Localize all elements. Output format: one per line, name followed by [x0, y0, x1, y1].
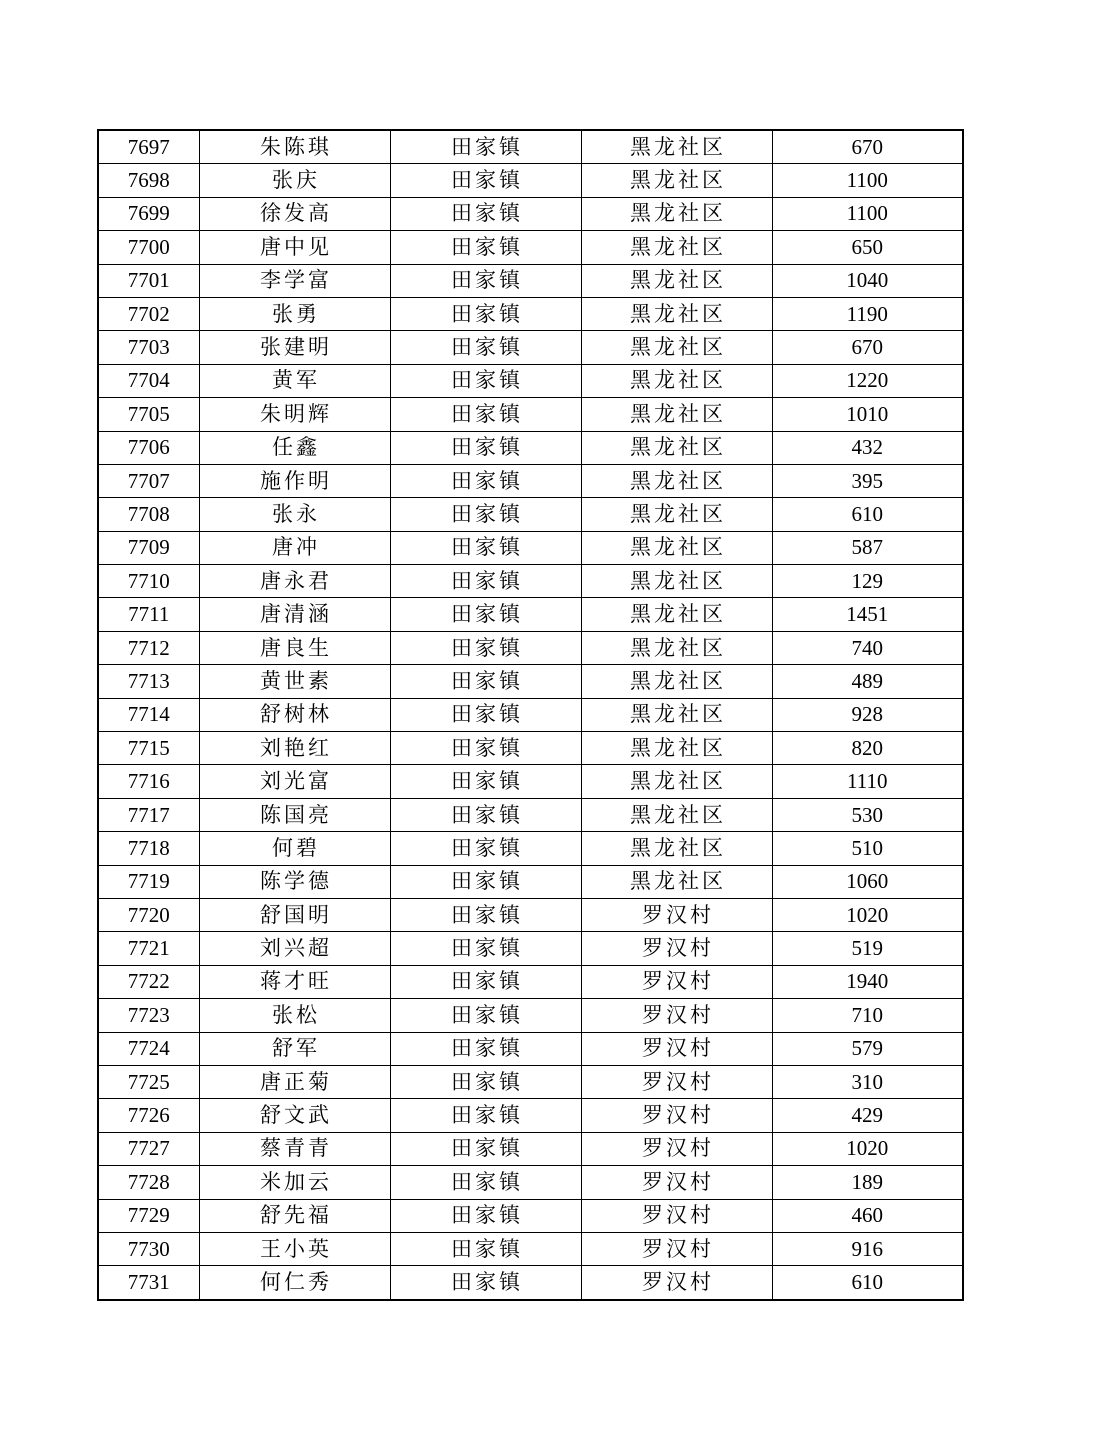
town-cell: 田家镇 — [390, 331, 581, 364]
amount-cell: 429 — [772, 1099, 963, 1132]
town-cell: 田家镇 — [390, 999, 581, 1032]
person-name-cell: 李学富 — [199, 264, 390, 297]
village-cell: 黑龙社区 — [581, 197, 772, 230]
person-name-cell: 米加云 — [199, 1166, 390, 1199]
record-id-cell: 7718 — [98, 832, 199, 865]
person-name-cell: 唐正菊 — [199, 1065, 390, 1098]
record-id-cell: 7713 — [98, 665, 199, 698]
amount-cell: 670 — [772, 331, 963, 364]
records-table — [97, 129, 964, 1301]
table-row — [98, 364, 963, 397]
records-table-body — [98, 130, 963, 1300]
village-cell: 黑龙社区 — [581, 665, 772, 698]
town-cell: 田家镇 — [390, 732, 581, 765]
village-cell: 黑龙社区 — [581, 865, 772, 898]
amount-cell: 1220 — [772, 364, 963, 397]
table-row — [98, 1232, 963, 1265]
village-cell: 黑龙社区 — [581, 297, 772, 330]
record-id-cell: 7731 — [98, 1266, 199, 1300]
record-id-cell: 7702 — [98, 297, 199, 330]
town-cell: 田家镇 — [390, 1032, 581, 1065]
person-name-cell: 施作明 — [199, 464, 390, 497]
town-cell: 田家镇 — [390, 1266, 581, 1300]
table-row — [98, 765, 963, 798]
person-name-cell: 刘光富 — [199, 765, 390, 798]
table-row — [98, 297, 963, 330]
table-row — [98, 431, 963, 464]
table-row — [98, 665, 963, 698]
person-name-cell: 陈学德 — [199, 865, 390, 898]
amount-cell: 530 — [772, 798, 963, 831]
village-cell: 罗汉村 — [581, 1266, 772, 1300]
table-row — [98, 1032, 963, 1065]
person-name-cell: 舒国明 — [199, 898, 390, 931]
amount-cell: 670 — [772, 130, 963, 164]
amount-cell: 587 — [772, 531, 963, 564]
amount-cell: 1020 — [772, 1132, 963, 1165]
person-name-cell: 何碧 — [199, 832, 390, 865]
person-name-cell: 朱陈琪 — [199, 130, 390, 164]
table-row — [98, 1266, 963, 1300]
amount-cell: 432 — [772, 431, 963, 464]
town-cell: 田家镇 — [390, 1199, 581, 1232]
record-id-cell: 7697 — [98, 130, 199, 164]
town-cell: 田家镇 — [390, 264, 581, 297]
person-name-cell: 王小英 — [199, 1232, 390, 1265]
table-row — [98, 598, 963, 631]
town-cell: 田家镇 — [390, 698, 581, 731]
record-id-cell: 7708 — [98, 498, 199, 531]
village-cell: 黑龙社区 — [581, 398, 772, 431]
amount-cell: 820 — [772, 732, 963, 765]
village-cell: 罗汉村 — [581, 1232, 772, 1265]
village-cell: 黑龙社区 — [581, 832, 772, 865]
record-id-cell: 7712 — [98, 631, 199, 664]
village-cell: 罗汉村 — [581, 932, 772, 965]
amount-cell: 610 — [772, 498, 963, 531]
village-cell: 黑龙社区 — [581, 631, 772, 664]
person-name-cell: 唐中见 — [199, 231, 390, 264]
person-name-cell: 舒文武 — [199, 1099, 390, 1132]
amount-cell: 610 — [772, 1266, 963, 1300]
table-row — [98, 798, 963, 831]
town-cell: 田家镇 — [390, 531, 581, 564]
amount-cell: 519 — [772, 932, 963, 965]
record-id-cell: 7703 — [98, 331, 199, 364]
table-row — [98, 865, 963, 898]
person-name-cell: 舒军 — [199, 1032, 390, 1065]
amount-cell: 460 — [772, 1199, 963, 1232]
amount-cell: 928 — [772, 698, 963, 731]
village-cell: 罗汉村 — [581, 1166, 772, 1199]
record-id-cell: 7728 — [98, 1166, 199, 1199]
record-id-cell: 7721 — [98, 932, 199, 965]
table-row — [98, 565, 963, 598]
table-row — [98, 464, 963, 497]
town-cell: 田家镇 — [390, 765, 581, 798]
person-name-cell: 蔡青青 — [199, 1132, 390, 1165]
person-name-cell: 陈国亮 — [199, 798, 390, 831]
table-row — [98, 631, 963, 664]
table-row — [98, 398, 963, 431]
record-id-cell: 7729 — [98, 1199, 199, 1232]
village-cell: 罗汉村 — [581, 1132, 772, 1165]
town-cell: 田家镇 — [390, 1232, 581, 1265]
town-cell: 田家镇 — [390, 1132, 581, 1165]
town-cell: 田家镇 — [390, 130, 581, 164]
record-id-cell: 7699 — [98, 197, 199, 230]
town-cell: 田家镇 — [390, 197, 581, 230]
person-name-cell: 朱明辉 — [199, 398, 390, 431]
table-row — [98, 932, 963, 965]
record-id-cell: 7720 — [98, 898, 199, 931]
village-cell: 黑龙社区 — [581, 531, 772, 564]
record-id-cell: 7701 — [98, 264, 199, 297]
table-row — [98, 898, 963, 931]
person-name-cell: 张庆 — [199, 164, 390, 197]
person-name-cell: 唐永君 — [199, 565, 390, 598]
town-cell: 田家镇 — [390, 231, 581, 264]
table-row — [98, 531, 963, 564]
person-name-cell: 任鑫 — [199, 431, 390, 464]
amount-cell: 1020 — [772, 898, 963, 931]
table-row — [98, 231, 963, 264]
table-row — [98, 331, 963, 364]
person-name-cell: 蒋才旺 — [199, 965, 390, 998]
village-cell: 黑龙社区 — [581, 565, 772, 598]
village-cell: 黑龙社区 — [581, 231, 772, 264]
amount-cell: 1010 — [772, 398, 963, 431]
record-id-cell: 7726 — [98, 1099, 199, 1132]
village-cell: 黑龙社区 — [581, 798, 772, 831]
amount-cell: 579 — [772, 1032, 963, 1065]
amount-cell: 129 — [772, 565, 963, 598]
record-id-cell: 7711 — [98, 598, 199, 631]
record-id-cell: 7717 — [98, 798, 199, 831]
village-cell: 罗汉村 — [581, 898, 772, 931]
person-name-cell: 张松 — [199, 999, 390, 1032]
amount-cell: 1190 — [772, 297, 963, 330]
table-row — [98, 999, 963, 1032]
record-id-cell: 7714 — [98, 698, 199, 731]
record-id-cell: 7707 — [98, 464, 199, 497]
table-row — [98, 1132, 963, 1165]
amount-cell: 1060 — [772, 865, 963, 898]
amount-cell: 489 — [772, 665, 963, 698]
table-row — [98, 498, 963, 531]
town-cell: 田家镇 — [390, 364, 581, 397]
record-id-cell: 7724 — [98, 1032, 199, 1065]
table-row — [98, 1099, 963, 1132]
village-cell: 黑龙社区 — [581, 464, 772, 497]
town-cell: 田家镇 — [390, 865, 581, 898]
person-name-cell: 唐清涵 — [199, 598, 390, 631]
village-cell: 黑龙社区 — [581, 765, 772, 798]
record-id-cell: 7698 — [98, 164, 199, 197]
village-cell: 罗汉村 — [581, 1065, 772, 1098]
person-name-cell: 刘兴超 — [199, 932, 390, 965]
amount-cell: 395 — [772, 464, 963, 497]
amount-cell: 1040 — [772, 264, 963, 297]
table-row — [98, 1065, 963, 1098]
person-name-cell: 黄军 — [199, 364, 390, 397]
table-row — [98, 130, 963, 164]
town-cell: 田家镇 — [390, 398, 581, 431]
person-name-cell: 唐冲 — [199, 531, 390, 564]
town-cell: 田家镇 — [390, 1065, 581, 1098]
village-cell: 黑龙社区 — [581, 364, 772, 397]
table-row — [98, 698, 963, 731]
town-cell: 田家镇 — [390, 565, 581, 598]
table-row — [98, 1199, 963, 1232]
record-id-cell: 7715 — [98, 732, 199, 765]
amount-cell: 1940 — [772, 965, 963, 998]
table-row — [98, 264, 963, 297]
amount-cell: 1451 — [772, 598, 963, 631]
record-id-cell: 7706 — [98, 431, 199, 464]
table-row — [98, 832, 963, 865]
village-cell: 黑龙社区 — [581, 331, 772, 364]
amount-cell: 310 — [772, 1065, 963, 1098]
village-cell: 黑龙社区 — [581, 698, 772, 731]
village-cell: 黑龙社区 — [581, 732, 772, 765]
village-cell: 黑龙社区 — [581, 164, 772, 197]
record-id-cell: 7719 — [98, 865, 199, 898]
amount-cell: 510 — [772, 832, 963, 865]
person-name-cell: 徐发高 — [199, 197, 390, 230]
town-cell: 田家镇 — [390, 965, 581, 998]
amount-cell: 1100 — [772, 164, 963, 197]
village-cell: 黑龙社区 — [581, 264, 772, 297]
record-id-cell: 7727 — [98, 1132, 199, 1165]
town-cell: 田家镇 — [390, 631, 581, 664]
town-cell: 田家镇 — [390, 598, 581, 631]
town-cell: 田家镇 — [390, 431, 581, 464]
town-cell: 田家镇 — [390, 665, 581, 698]
town-cell: 田家镇 — [390, 1099, 581, 1132]
town-cell: 田家镇 — [390, 798, 581, 831]
amount-cell: 1100 — [772, 197, 963, 230]
person-name-cell: 舒树林 — [199, 698, 390, 731]
person-name-cell: 黄世素 — [199, 665, 390, 698]
person-name-cell: 张勇 — [199, 297, 390, 330]
record-id-cell: 7725 — [98, 1065, 199, 1098]
village-cell: 黑龙社区 — [581, 431, 772, 464]
record-id-cell: 7722 — [98, 965, 199, 998]
town-cell: 田家镇 — [390, 932, 581, 965]
village-cell: 罗汉村 — [581, 1032, 772, 1065]
table-row — [98, 164, 963, 197]
record-id-cell: 7710 — [98, 565, 199, 598]
town-cell: 田家镇 — [390, 498, 581, 531]
table-row — [98, 197, 963, 230]
village-cell: 罗汉村 — [581, 1199, 772, 1232]
record-id-cell: 7704 — [98, 364, 199, 397]
village-cell: 黑龙社区 — [581, 498, 772, 531]
record-id-cell: 7730 — [98, 1232, 199, 1265]
town-cell: 田家镇 — [390, 1166, 581, 1199]
person-name-cell: 唐良生 — [199, 631, 390, 664]
town-cell: 田家镇 — [390, 164, 581, 197]
village-cell: 黑龙社区 — [581, 130, 772, 164]
amount-cell: 916 — [772, 1232, 963, 1265]
record-id-cell: 7700 — [98, 231, 199, 264]
record-id-cell: 7709 — [98, 531, 199, 564]
amount-cell: 650 — [772, 231, 963, 264]
amount-cell: 1110 — [772, 765, 963, 798]
village-cell: 罗汉村 — [581, 999, 772, 1032]
person-name-cell: 张建明 — [199, 331, 390, 364]
amount-cell: 710 — [772, 999, 963, 1032]
amount-cell: 189 — [772, 1166, 963, 1199]
person-name-cell: 舒先福 — [199, 1199, 390, 1232]
town-cell: 田家镇 — [390, 832, 581, 865]
record-id-cell: 7716 — [98, 765, 199, 798]
village-cell: 黑龙社区 — [581, 598, 772, 631]
village-cell: 罗汉村 — [581, 965, 772, 998]
town-cell: 田家镇 — [390, 464, 581, 497]
table-row — [98, 965, 963, 998]
village-cell: 罗汉村 — [581, 1099, 772, 1132]
amount-cell: 740 — [772, 631, 963, 664]
person-name-cell: 何仁秀 — [199, 1266, 390, 1300]
person-name-cell: 张永 — [199, 498, 390, 531]
town-cell: 田家镇 — [390, 297, 581, 330]
record-id-cell: 7705 — [98, 398, 199, 431]
person-name-cell: 刘艳红 — [199, 732, 390, 765]
town-cell: 田家镇 — [390, 898, 581, 931]
table-row — [98, 1166, 963, 1199]
table-row — [98, 732, 963, 765]
record-id-cell: 7723 — [98, 999, 199, 1032]
